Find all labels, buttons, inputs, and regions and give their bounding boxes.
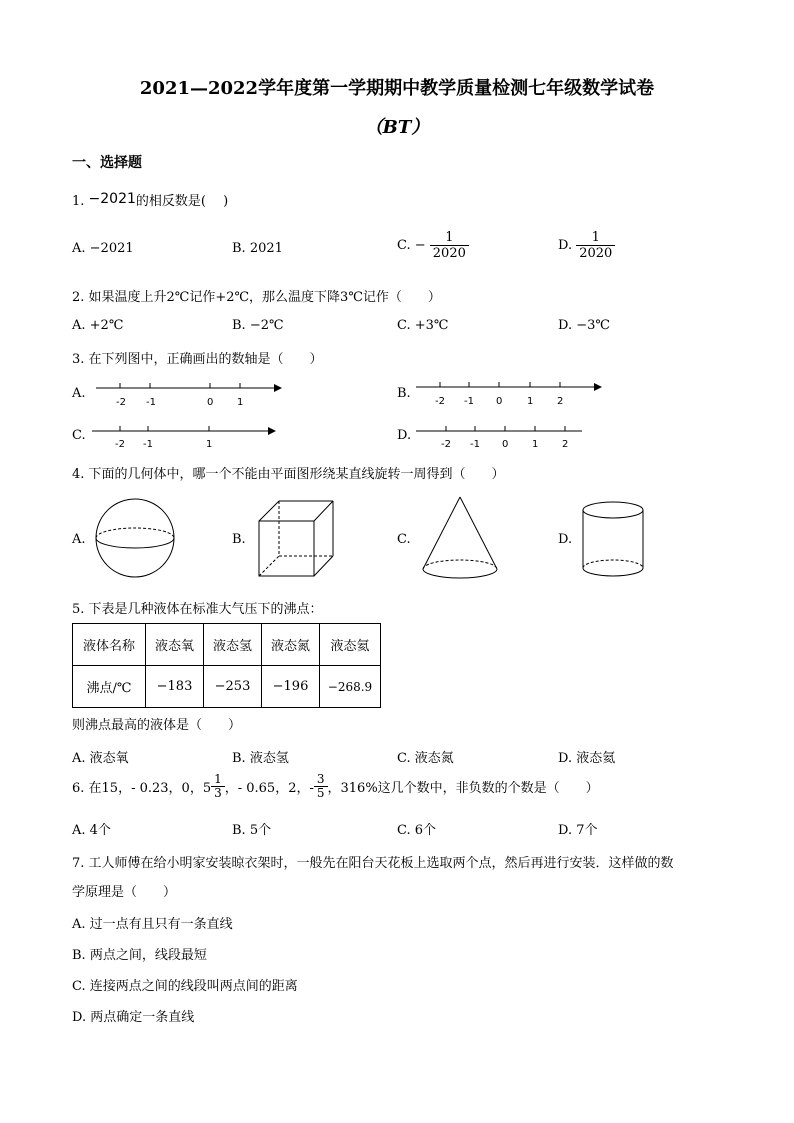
q5-option-c[interactable]: C. 液态氮 <box>397 751 454 766</box>
q1-option-a[interactable]: A. −2021 <box>72 241 134 256</box>
cylinder-base-back <box>583 560 643 568</box>
q6-mixed-denominator: 3 <box>214 786 222 800</box>
q4-option-a[interactable]: A. <box>72 532 86 547</box>
q2-option-a[interactable]: A. +2℃ <box>72 318 124 333</box>
q6-mixed-fraction <box>211 773 225 800</box>
tick-label: 1 <box>532 439 539 450</box>
q6-option-d[interactable]: D. 7个 <box>558 823 598 838</box>
q1-option-b[interactable]: B. 2021 <box>232 241 283 256</box>
q6-neg-fraction <box>314 773 328 800</box>
tick-label: 0 <box>496 396 503 407</box>
q3-option-b[interactable]: B. <box>397 386 411 401</box>
arrow-head <box>274 384 282 392</box>
q6-stem-pre: 6. 在15，- 0.23，0，5 <box>72 781 212 796</box>
q6-option-b[interactable]: B. 5个 <box>232 823 272 838</box>
tick-label: -1 <box>464 396 474 407</box>
exam-title: 2021—2022学年度第一学期期中教学质量检测七年级数学试卷 <box>139 78 655 99</box>
q5-stem: 5. 下表是几种液体在标准大气压下的沸点： <box>72 602 323 617</box>
q4-option-d[interactable]: D. <box>558 532 573 547</box>
cylinder-figure <box>580 500 646 580</box>
number-line-d <box>412 423 592 453</box>
q1-d-numerator: 1 <box>576 230 615 246</box>
q7-stem-line2: 学原理是（ ） <box>72 885 177 900</box>
q2-option-d[interactable]: D. −3℃ <box>558 318 610 333</box>
q4-stem: 4. 下面的几何体中，哪一个不能由平面图形绕某直线旋转一周得到（ ） <box>72 467 505 482</box>
table-header-cell: 液态氮 <box>262 624 320 666</box>
q6-mixed-numerator: 1 <box>211 773 225 787</box>
q7-option-a[interactable]: A. 过一点有且只有一条直线 <box>72 917 233 932</box>
q1-option-c-label: C. − <box>397 238 426 253</box>
cylinder-base-front <box>583 568 643 576</box>
table-row <box>73 666 381 708</box>
arrow-head <box>594 383 602 391</box>
number-line-b <box>412 377 602 409</box>
q4-option-c[interactable]: C. <box>397 532 411 547</box>
q5-option-a[interactable]: A. 液态氧 <box>72 751 129 766</box>
tick-label: -2 <box>115 439 125 450</box>
q6-stem-post: ，316%这几个数中，非负数的个数是（ ） <box>327 781 599 796</box>
q3-option-c[interactable]: C. <box>72 428 86 443</box>
tick-label: 2 <box>562 439 569 450</box>
tick-label: 2 <box>557 396 564 407</box>
cone-side <box>423 497 460 569</box>
q5-option-d[interactable]: D. 液态氦 <box>558 751 616 766</box>
table-header-cell: 液态氧 <box>146 624 204 666</box>
q6-neg-numerator: 3 <box>314 773 328 787</box>
cylinder-top <box>583 502 643 518</box>
cube-edge <box>314 501 333 521</box>
q1-stem <box>72 190 228 209</box>
q3-option-a[interactable]: A. <box>72 386 86 401</box>
cube-hidden-edge <box>259 556 279 576</box>
q7-option-d[interactable]: D. 两点确定一条直线 <box>72 1010 195 1025</box>
tick-label: -1 <box>146 397 156 408</box>
q2-option-b[interactable]: B. −2℃ <box>232 318 284 333</box>
tick-label: 1 <box>237 397 244 408</box>
cone-base-back <box>423 560 497 569</box>
tick-label: 0 <box>207 397 214 408</box>
number-line-a <box>92 378 282 410</box>
q6-option-c[interactable]: C. 6个 <box>397 823 437 838</box>
q6-stem <box>72 773 599 800</box>
tick-label: 0 <box>502 439 509 450</box>
cube-edge <box>314 556 333 576</box>
number-line-c <box>88 421 278 453</box>
table-cell: −253 <box>204 666 262 708</box>
q1-option-d[interactable] <box>558 230 615 261</box>
section-header: 一、选择题 <box>72 155 142 171</box>
q7-option-b[interactable]: B. 两点之间，线段最短 <box>72 948 207 963</box>
q2-stem: 2. 如果温度上升2℃记作+2℃，那么温度下降3℃记作（ ） <box>72 290 441 305</box>
sphere-outline <box>96 499 174 577</box>
tick-label: -1 <box>470 439 480 450</box>
q6-option-a[interactable]: A. 4个 <box>72 823 111 838</box>
tick-label: -2 <box>435 396 445 407</box>
tick-label: -2 <box>441 439 451 450</box>
sphere-equator-back <box>96 528 174 538</box>
table-header-cell: 液态氢 <box>204 624 262 666</box>
q1-option-d-label: D. <box>558 238 573 253</box>
tick-label: -2 <box>116 397 126 408</box>
tick-label: -1 <box>143 439 153 450</box>
q1-number: 1. <box>72 194 85 209</box>
cube-edge <box>259 501 279 521</box>
tick-label: 1 <box>206 439 213 450</box>
table-cell: −183 <box>146 666 204 708</box>
q1-option-c-fraction <box>430 230 469 261</box>
q3-stem: 3. 在下列图中，正确画出的数轴是（ ） <box>72 352 323 367</box>
cube-figure <box>256 498 336 580</box>
sphere-figure <box>94 497 176 579</box>
q1-text: 的相反数是( ) <box>135 194 229 209</box>
q2-option-c[interactable]: C. +3℃ <box>397 318 449 333</box>
q1-option-c[interactable] <box>397 230 469 261</box>
q6-neg-denominator: 5 <box>316 786 325 800</box>
boiling-point-table <box>72 623 381 708</box>
q7-option-c[interactable]: C. 连接两点之间的线段叫两点间的距离 <box>72 979 298 994</box>
table-row-label: 沸点/℃ <box>73 666 146 708</box>
q1-option-d-fraction <box>576 230 615 261</box>
table-header-cell: 液体名称 <box>73 624 146 666</box>
q5-question: 则沸点最高的液体是（ ） <box>72 718 242 733</box>
exam-subtitle: （BT） <box>364 117 430 138</box>
cone-base-front <box>423 569 497 578</box>
q1-c-denominator: 2020 <box>432 246 466 261</box>
tick-label: 1 <box>527 396 534 407</box>
q6-stem-mid: ，- 0.65，2，- <box>224 781 314 796</box>
sphere-equator-front <box>96 538 174 548</box>
q1-c-numerator: 1 <box>430 230 469 246</box>
q4-option-b[interactable]: B. <box>232 532 246 547</box>
q7-stem-line1: 7. 工人师傅在给小明家安装晾衣架时，一般先在阳台天花板上选取两个点，然后再进行安装．这样做的数 <box>72 856 674 871</box>
table-cell: −196 <box>262 666 320 708</box>
cone-figure <box>420 495 500 583</box>
arrow-head <box>268 427 276 435</box>
table-cell: −268.9 <box>320 666 381 708</box>
cone-side <box>460 497 497 569</box>
q3-option-d[interactable]: D. <box>397 428 412 443</box>
q1-value: −2021 <box>88 191 136 207</box>
table-row <box>73 624 381 666</box>
table-header-cell: 液态氦 <box>320 624 381 666</box>
q5-option-b[interactable]: B. 液态氢 <box>232 751 289 766</box>
q1-d-denominator: 2020 <box>579 246 613 261</box>
